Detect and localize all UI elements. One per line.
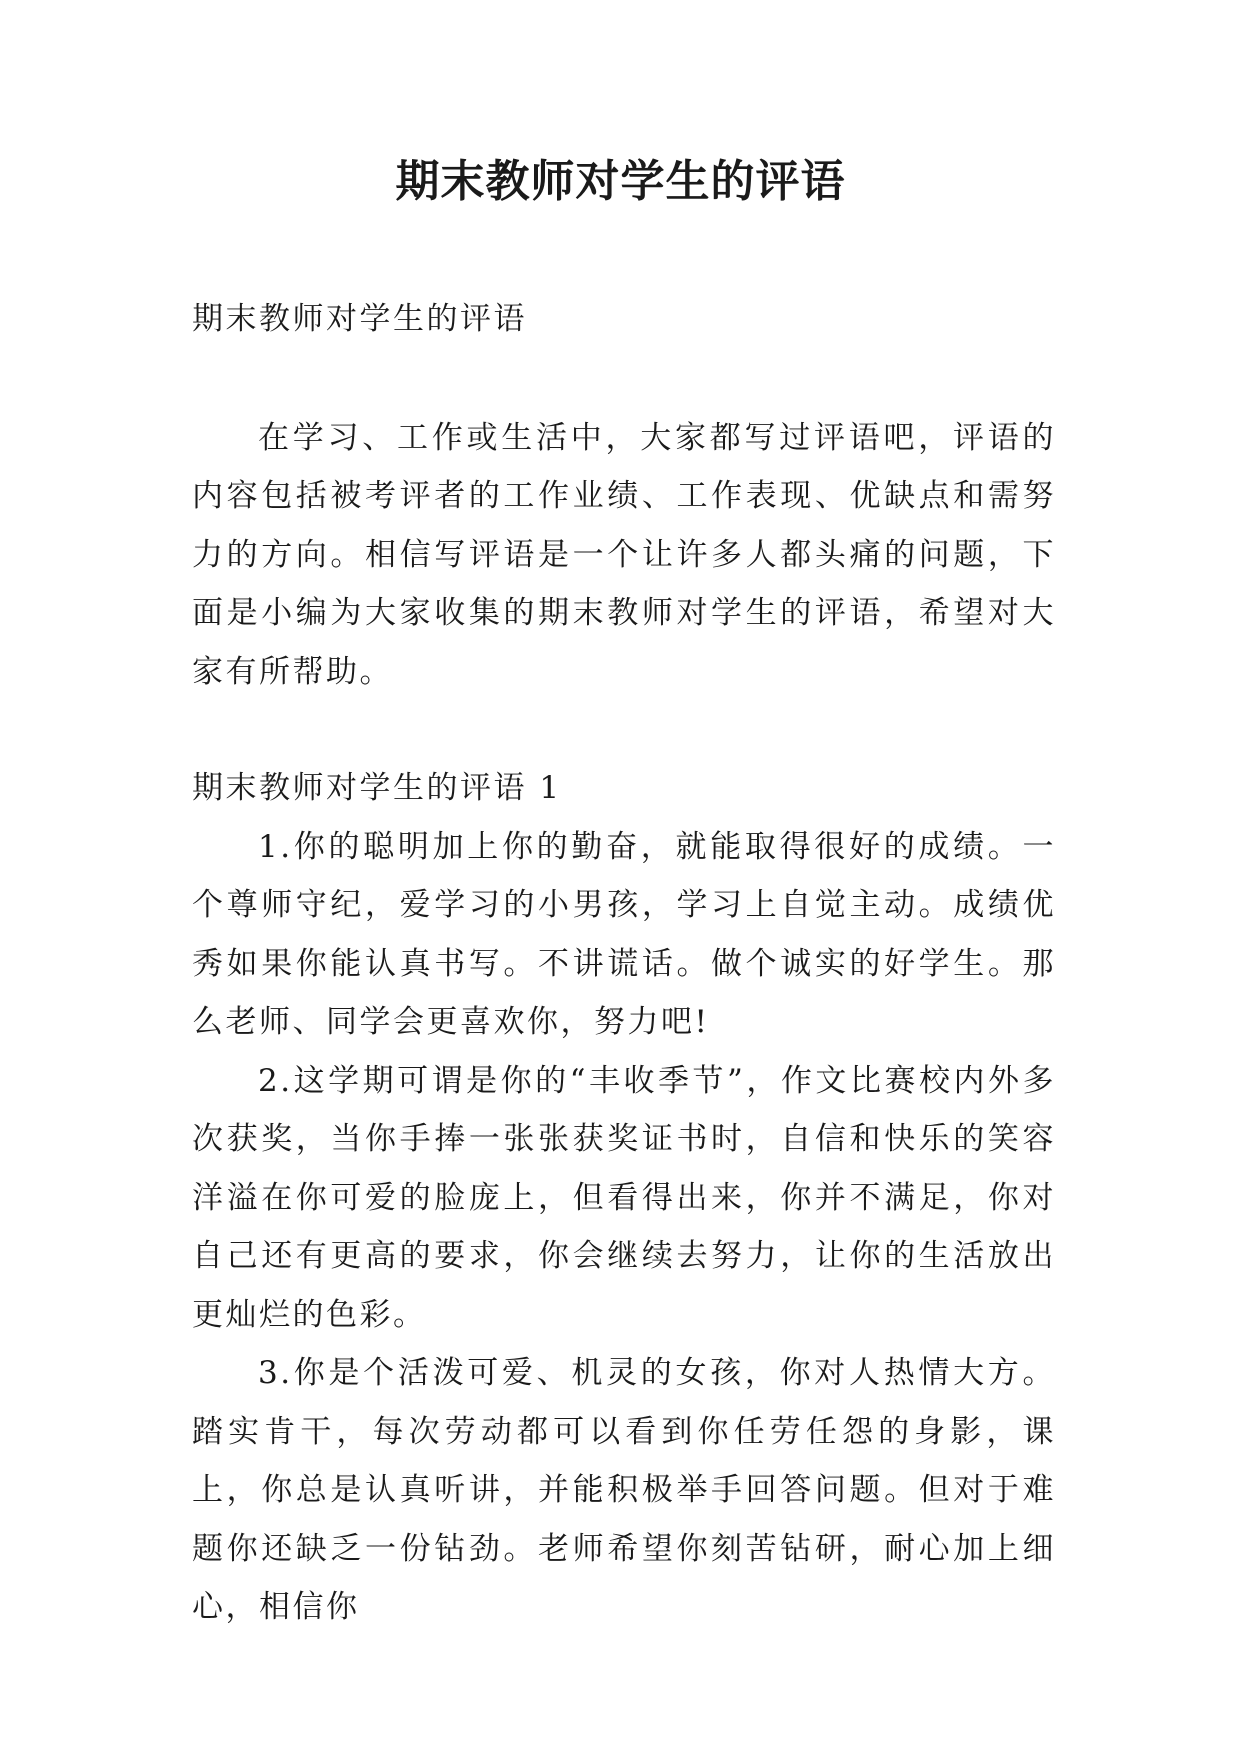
intro-paragraph: 在学习、工作或生活中，大家都写过评语吧，评语的内容包括被考评者的工作业绩、工作表现、优缺点和需努力的方向。相信写评语是一个让许多人都头痛的问题，下面是小编为大家收集的期末教师对学生的评语，希望对大家有所帮助。 bbox=[192, 419, 1056, 690]
section-heading: 期末教师对学生的评语 1 bbox=[192, 770, 562, 806]
comment-item-3: 3.你是个活泼可爱、机灵的女孩，你对人热情大方。踏实肯干，每次劳动都可以看到你任劳任怨的身影，课上，你总是认真听讲，并能积极举手回答问题。但对于难题你还缺乏一份钻劲。老师希望你刻苦钻研，耐心加上细心，相信你 bbox=[192, 1355, 1056, 1625]
document-subtitle: 期末教师对学生的评语 bbox=[192, 301, 527, 337]
document-title: 期末教师对学生的评语 bbox=[395, 156, 846, 207]
comment-item-2: 2.这学期可谓是你的“丰收季节”，作文比赛校内外多次获奖，当你手捧一张张获奖证书时，自信和快乐的笑容洋溢在你可爱的脸庞上，但看得出来，你并不满足，你对自己还有更高的要求，你会继续去努力，让你的生活放出更灿烂的色彩。 bbox=[192, 1062, 1056, 1333]
document-body bbox=[192, 290, 1056, 1637]
spacer bbox=[192, 701, 1056, 759]
spacer bbox=[192, 349, 1056, 409]
comment-item-1: 1.你的聪明加上你的勤奋，就能取得很好的成绩。一个尊师守纪，爱学习的小男孩，学习上自觉主动。成绩优秀如果你能认真书写。不讲谎话。做个诚实的好学生。那么老师、同学会更喜欢你，努力吧! bbox=[192, 828, 1056, 1040]
